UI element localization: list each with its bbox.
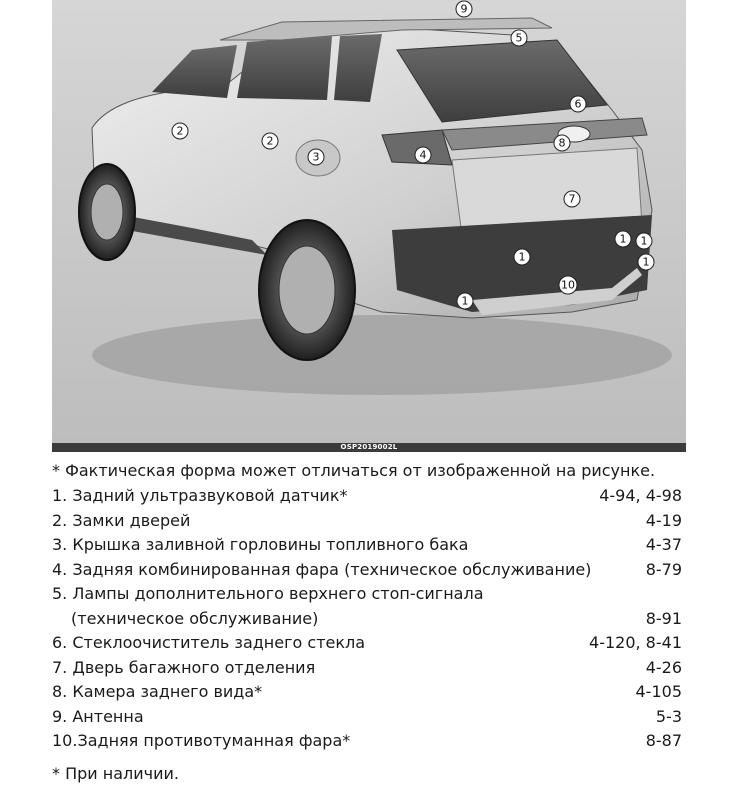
item-page-ref: 4-94, 4-98 [599,486,682,505]
item-label: 7. Дверь багажного отделения [52,657,316,677]
callout-6 [570,96,586,112]
front-wheel-rim [91,184,123,240]
list-item [52,558,686,583]
item-label: 2. Замки дверей [52,510,191,530]
callout-7 [564,191,580,207]
illustration-note: * Фактическая форма может отличаться от изображенной на рисунке. [52,461,656,480]
svg-text:2: 2 [176,124,184,138]
item-label: 3. Крышка заливной горловины топливного бака [52,535,469,554]
svg-text:1: 1 [518,250,526,264]
callout-1-right [636,233,652,249]
callout-1-right-upper [615,231,631,247]
rear-wheel-rim [279,246,335,334]
svg-text:1: 1 [619,232,627,246]
list-item [52,533,686,558]
item-page-ref: 4-26 [645,657,682,677]
svg-text:6: 6 [574,97,582,111]
list-item [52,509,686,534]
list-item [52,484,686,509]
item-page-ref: 4-19 [645,510,682,530]
list-item [52,582,686,631]
item-page-ref: 4-105 [635,682,682,701]
item-label: 6. Стеклоочиститель заднего стекла [52,633,366,652]
item-label: 8. Камера заднего вида* [52,682,263,701]
svg-text:3: 3 [312,150,320,164]
item-label: 9. Антенна [52,706,144,726]
svg-text:8: 8 [558,136,566,150]
item-label-continued: (техническое обслуживание) [71,608,319,628]
footnote: * При наличии. [52,764,179,783]
callout-1-right-lower [638,254,654,270]
svg-text:9: 9 [460,2,468,16]
callout-1-center [514,249,530,265]
callout-9 [456,1,472,17]
item-label: 1. Задний ультразвуковой датчик* [52,486,348,505]
item-page-ref: 5-3 [655,706,682,726]
callout-4 [415,147,431,163]
callout-1-left [457,293,473,309]
list-item [52,680,686,705]
component-list [52,484,686,754]
item-page-ref: 4-37 [645,535,682,554]
figure-code: OSP2019002L [340,443,398,451]
item-label: 5. Лампы дополнительного верхнего стоп-сигнала [52,584,484,603]
callout-8 [554,135,570,151]
svg-text:5: 5 [515,31,523,45]
svg-text:1: 1 [642,255,650,269]
callout-2-rear [262,133,278,149]
svg-text:1: 1 [461,294,469,308]
callout-5 [511,30,527,46]
item-page-ref: 8-91 [645,608,682,628]
vehicle-rear-illustration [52,0,686,452]
side-window-rear [237,36,332,100]
list-item [52,729,686,754]
list-item [52,705,686,730]
item-page-ref: 8-87 [645,731,682,750]
callout-3 [308,149,324,165]
svg-text:4: 4 [419,148,427,162]
callout-10 [559,276,577,294]
figure-code-bar [52,443,686,452]
item-page-ref: 8-79 [645,559,682,579]
ground-shadow [92,315,672,395]
item-page-ref: 4-120, 8-41 [589,633,682,652]
svg-text:10: 10 [561,278,575,292]
item-label: 4. Задняя комбинированная фара (техническое обслуживание) [52,559,592,579]
svg-text:2: 2 [266,134,274,148]
item-label: 10.Задняя противотуманная фара* [52,731,351,750]
svg-text:7: 7 [568,192,576,206]
callout-2-front [172,123,188,139]
svg-text:1: 1 [640,234,648,248]
list-item [52,631,686,656]
list-item [52,656,686,681]
